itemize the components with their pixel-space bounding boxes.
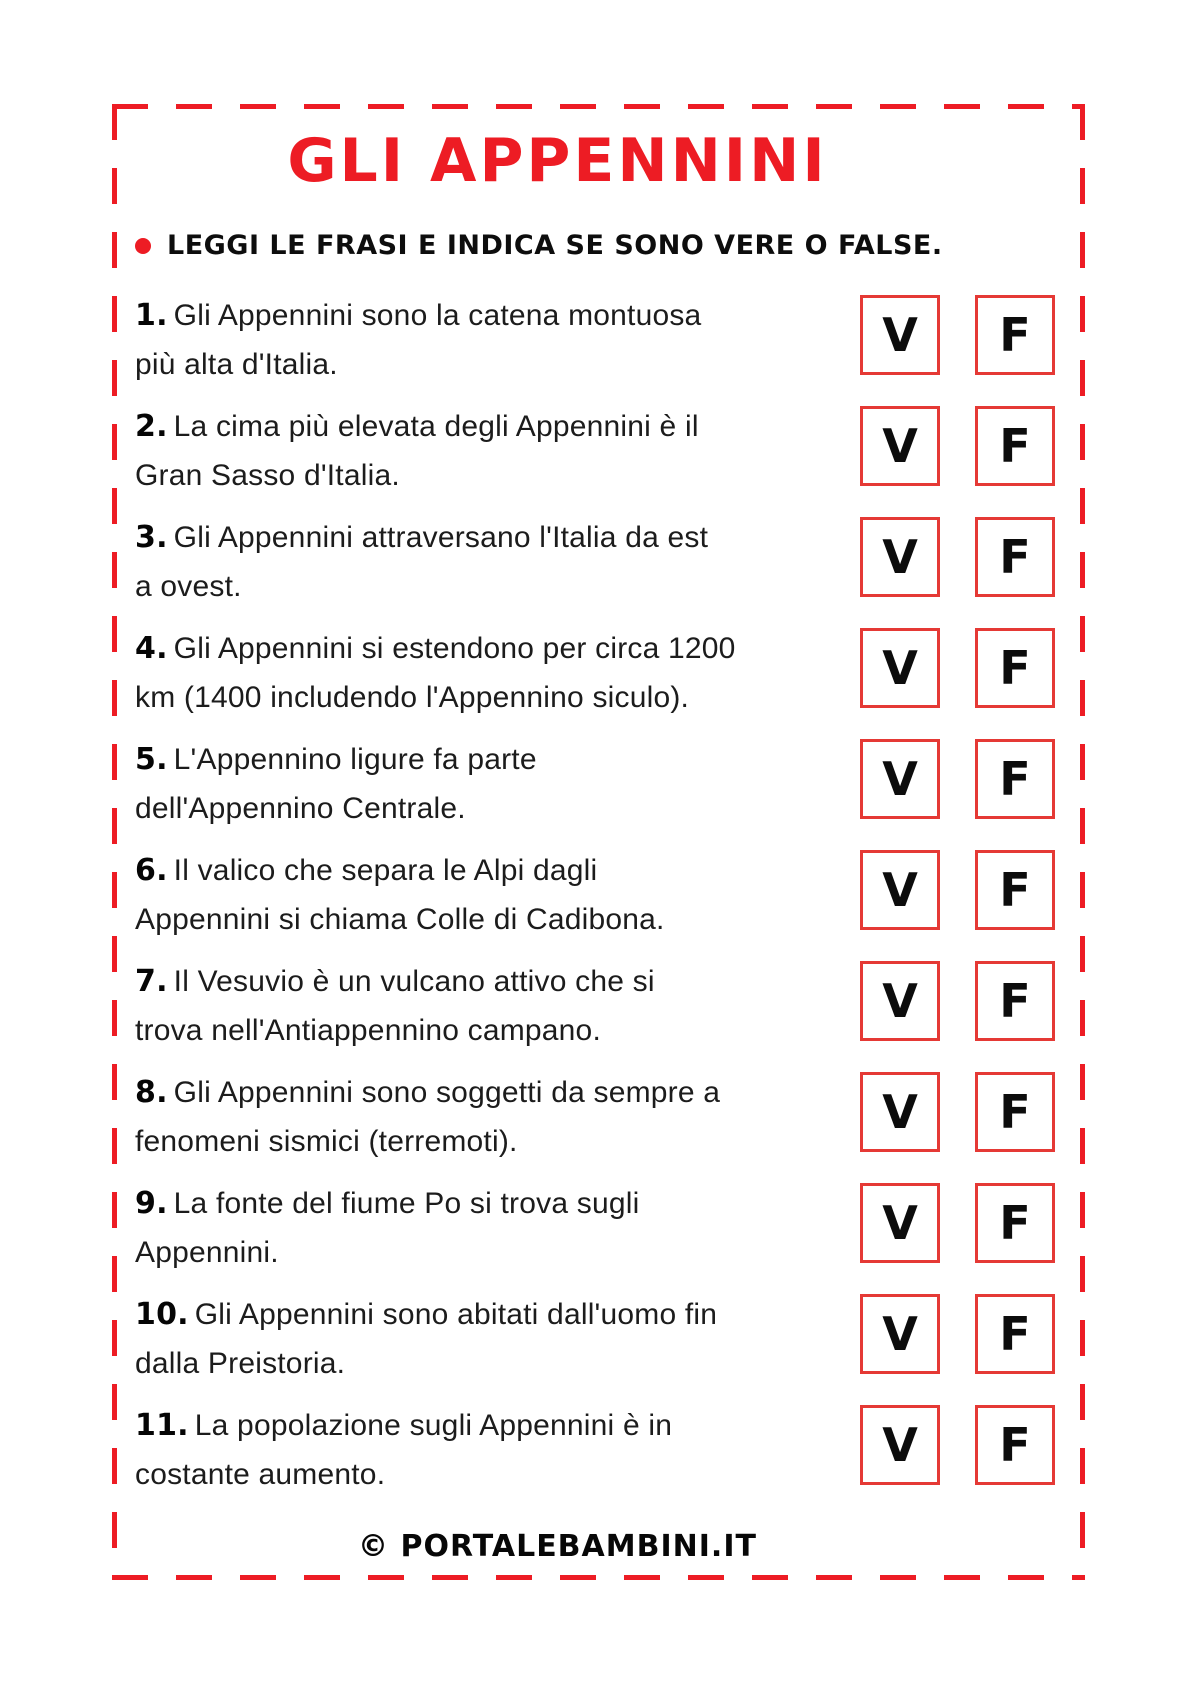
question-line-text: Il valico che separa le Alpi dagli — [173, 854, 598, 887]
question-row — [135, 624, 1055, 722]
question-row — [135, 291, 1055, 389]
footer-credit: © PORTALEBAMBINI.IT — [358, 1529, 757, 1564]
question-text — [135, 624, 860, 722]
question-number: 9. — [135, 1186, 168, 1221]
answer-boxes — [860, 739, 1055, 819]
question-line-2: Appennini si chiama Colle di Cadibona. — [135, 903, 665, 936]
false-checkbox[interactable] — [975, 1405, 1055, 1485]
true-checkbox[interactable] — [860, 739, 940, 819]
question-number: 2. — [135, 409, 168, 444]
true-checkbox[interactable] — [860, 628, 940, 708]
true-checkbox[interactable] — [860, 1294, 940, 1374]
true-label: V — [882, 1418, 918, 1472]
false-checkbox[interactable] — [975, 517, 1055, 597]
true-checkbox[interactable] — [860, 850, 940, 930]
question-line-1 — [135, 1068, 860, 1117]
answer-boxes — [860, 1072, 1055, 1152]
question-row — [135, 1068, 1055, 1166]
question-row — [135, 957, 1055, 1055]
true-checkbox[interactable] — [860, 517, 940, 597]
question-line-2: km (1400 includendo l'Appennino siculo). — [135, 681, 690, 714]
question-line-2: a ovest. — [135, 570, 242, 603]
answer-boxes — [860, 295, 1055, 375]
false-checkbox[interactable] — [975, 628, 1055, 708]
true-label: V — [882, 308, 918, 362]
question-number: 5. — [135, 742, 168, 777]
true-checkbox[interactable] — [860, 1072, 940, 1152]
question-line-text: L'Appennino ligure fa parte — [173, 743, 537, 776]
question-text — [135, 846, 860, 944]
false-label: F — [999, 1307, 1031, 1361]
true-checkbox[interactable] — [860, 1183, 940, 1263]
answer-boxes — [860, 628, 1055, 708]
answer-boxes — [860, 1405, 1055, 1485]
question-row — [135, 1401, 1055, 1499]
question-line-text: Il Vesuvio è un vulcano attivo che si — [173, 965, 655, 998]
answer-boxes — [860, 1294, 1055, 1374]
question-number: 4. — [135, 631, 168, 666]
true-label: V — [882, 419, 918, 473]
question-row — [135, 1179, 1055, 1277]
question-number: 10. — [135, 1297, 189, 1332]
question-line-text: La fonte del fiume Po si trova sugli — [173, 1187, 640, 1220]
false-label: F — [999, 752, 1031, 806]
instruction-text: LEGGI LE FRASI E INDICA SE SONO VERE O FALSE. — [167, 230, 943, 261]
question-line-text: Gli Appennini sono soggetti da sempre a — [173, 1076, 721, 1109]
question-text — [135, 1401, 860, 1499]
true-label: V — [882, 1085, 918, 1139]
answer-boxes — [860, 961, 1055, 1041]
false-checkbox[interactable] — [975, 961, 1055, 1041]
question-number: 6. — [135, 853, 168, 888]
true-checkbox[interactable] — [860, 1405, 940, 1485]
question-text — [135, 513, 860, 611]
false-checkbox[interactable] — [975, 406, 1055, 486]
true-checkbox[interactable] — [860, 961, 940, 1041]
false-label: F — [999, 1196, 1031, 1250]
true-checkbox[interactable] — [860, 295, 940, 375]
question-line-2: Appennini. — [135, 1236, 279, 1269]
true-label: V — [882, 1307, 918, 1361]
question-line-1 — [135, 735, 860, 784]
question-line-text: La popolazione sugli Appennini è in — [194, 1409, 673, 1442]
false-label: F — [999, 1085, 1031, 1139]
false-label: F — [999, 419, 1031, 473]
question-line-1 — [135, 402, 860, 451]
question-text — [135, 957, 860, 1055]
question-line-1 — [135, 957, 860, 1006]
question-line-1 — [135, 513, 860, 562]
dashed-frame — [112, 104, 1085, 1580]
question-line-1 — [135, 1290, 860, 1339]
question-text — [135, 1290, 860, 1388]
question-line-text: Gli Appennini attraversano l'Italia da est — [173, 521, 709, 554]
question-text — [135, 1179, 860, 1277]
question-text — [135, 735, 860, 833]
question-text — [135, 402, 860, 500]
false-label: F — [999, 1418, 1031, 1472]
question-number: 11. — [135, 1408, 189, 1443]
question-line-2: costante aumento. — [135, 1458, 386, 1491]
question-text — [135, 291, 860, 389]
question-number: 3. — [135, 520, 168, 555]
true-checkbox[interactable] — [860, 406, 940, 486]
true-label: V — [882, 1196, 918, 1250]
question-line-text: Gli Appennini sono la catena montuosa — [173, 299, 702, 332]
false-checkbox[interactable] — [975, 739, 1055, 819]
question-line-2: dell'Appennino Centrale. — [135, 792, 466, 825]
question-line-2: dalla Preistoria. — [135, 1347, 346, 1380]
false-checkbox[interactable] — [975, 1072, 1055, 1152]
false-label: F — [999, 863, 1031, 917]
true-label: V — [882, 641, 918, 695]
answer-boxes — [860, 406, 1055, 486]
question-text — [135, 1068, 860, 1166]
question-list — [135, 291, 1055, 1499]
question-row — [135, 846, 1055, 944]
question-row — [135, 513, 1055, 611]
true-label: V — [882, 974, 918, 1028]
bullet-icon — [135, 238, 151, 254]
false-checkbox[interactable] — [975, 295, 1055, 375]
question-line-1 — [135, 1401, 860, 1450]
false-checkbox[interactable] — [975, 850, 1055, 930]
question-row — [135, 1290, 1055, 1388]
answer-boxes — [860, 1183, 1055, 1263]
question-row — [135, 735, 1055, 833]
question-line-2: Gran Sasso d'Italia. — [135, 459, 400, 492]
instruction-row — [135, 230, 1055, 261]
false-label: F — [999, 530, 1031, 584]
answer-boxes — [860, 517, 1055, 597]
question-line-1 — [135, 846, 860, 895]
question-number: 1. — [135, 298, 168, 333]
true-label: V — [882, 752, 918, 806]
question-line-2: fenomeni sismici (terremoti). — [135, 1125, 518, 1158]
question-number: 8. — [135, 1075, 168, 1110]
question-number: 7. — [135, 964, 168, 999]
false-checkbox[interactable] — [975, 1183, 1055, 1263]
page-title: GLI APPENNINI — [287, 126, 828, 196]
answer-boxes — [860, 850, 1055, 930]
false-label: F — [999, 308, 1031, 362]
question-row — [135, 402, 1055, 500]
question-line-2: trova nell'Antiappennino campano. — [135, 1014, 601, 1047]
true-label: V — [882, 863, 918, 917]
question-line-text: Gli Appennini si estendono per circa 1200 — [173, 632, 736, 665]
question-line-1 — [135, 291, 860, 340]
question-line-2: più alta d'Italia. — [135, 348, 338, 381]
false-label: F — [999, 641, 1031, 695]
question-line-1 — [135, 1179, 860, 1228]
false-checkbox[interactable] — [975, 1294, 1055, 1374]
true-label: V — [882, 530, 918, 584]
question-line-text: La cima più elevata degli Appennini è il — [173, 410, 699, 443]
question-line-1 — [135, 624, 860, 673]
worksheet-content — [112, 104, 1085, 1580]
question-line-text: Gli Appennini sono abitati dall'uomo fin — [194, 1298, 718, 1331]
false-label: F — [999, 974, 1031, 1028]
